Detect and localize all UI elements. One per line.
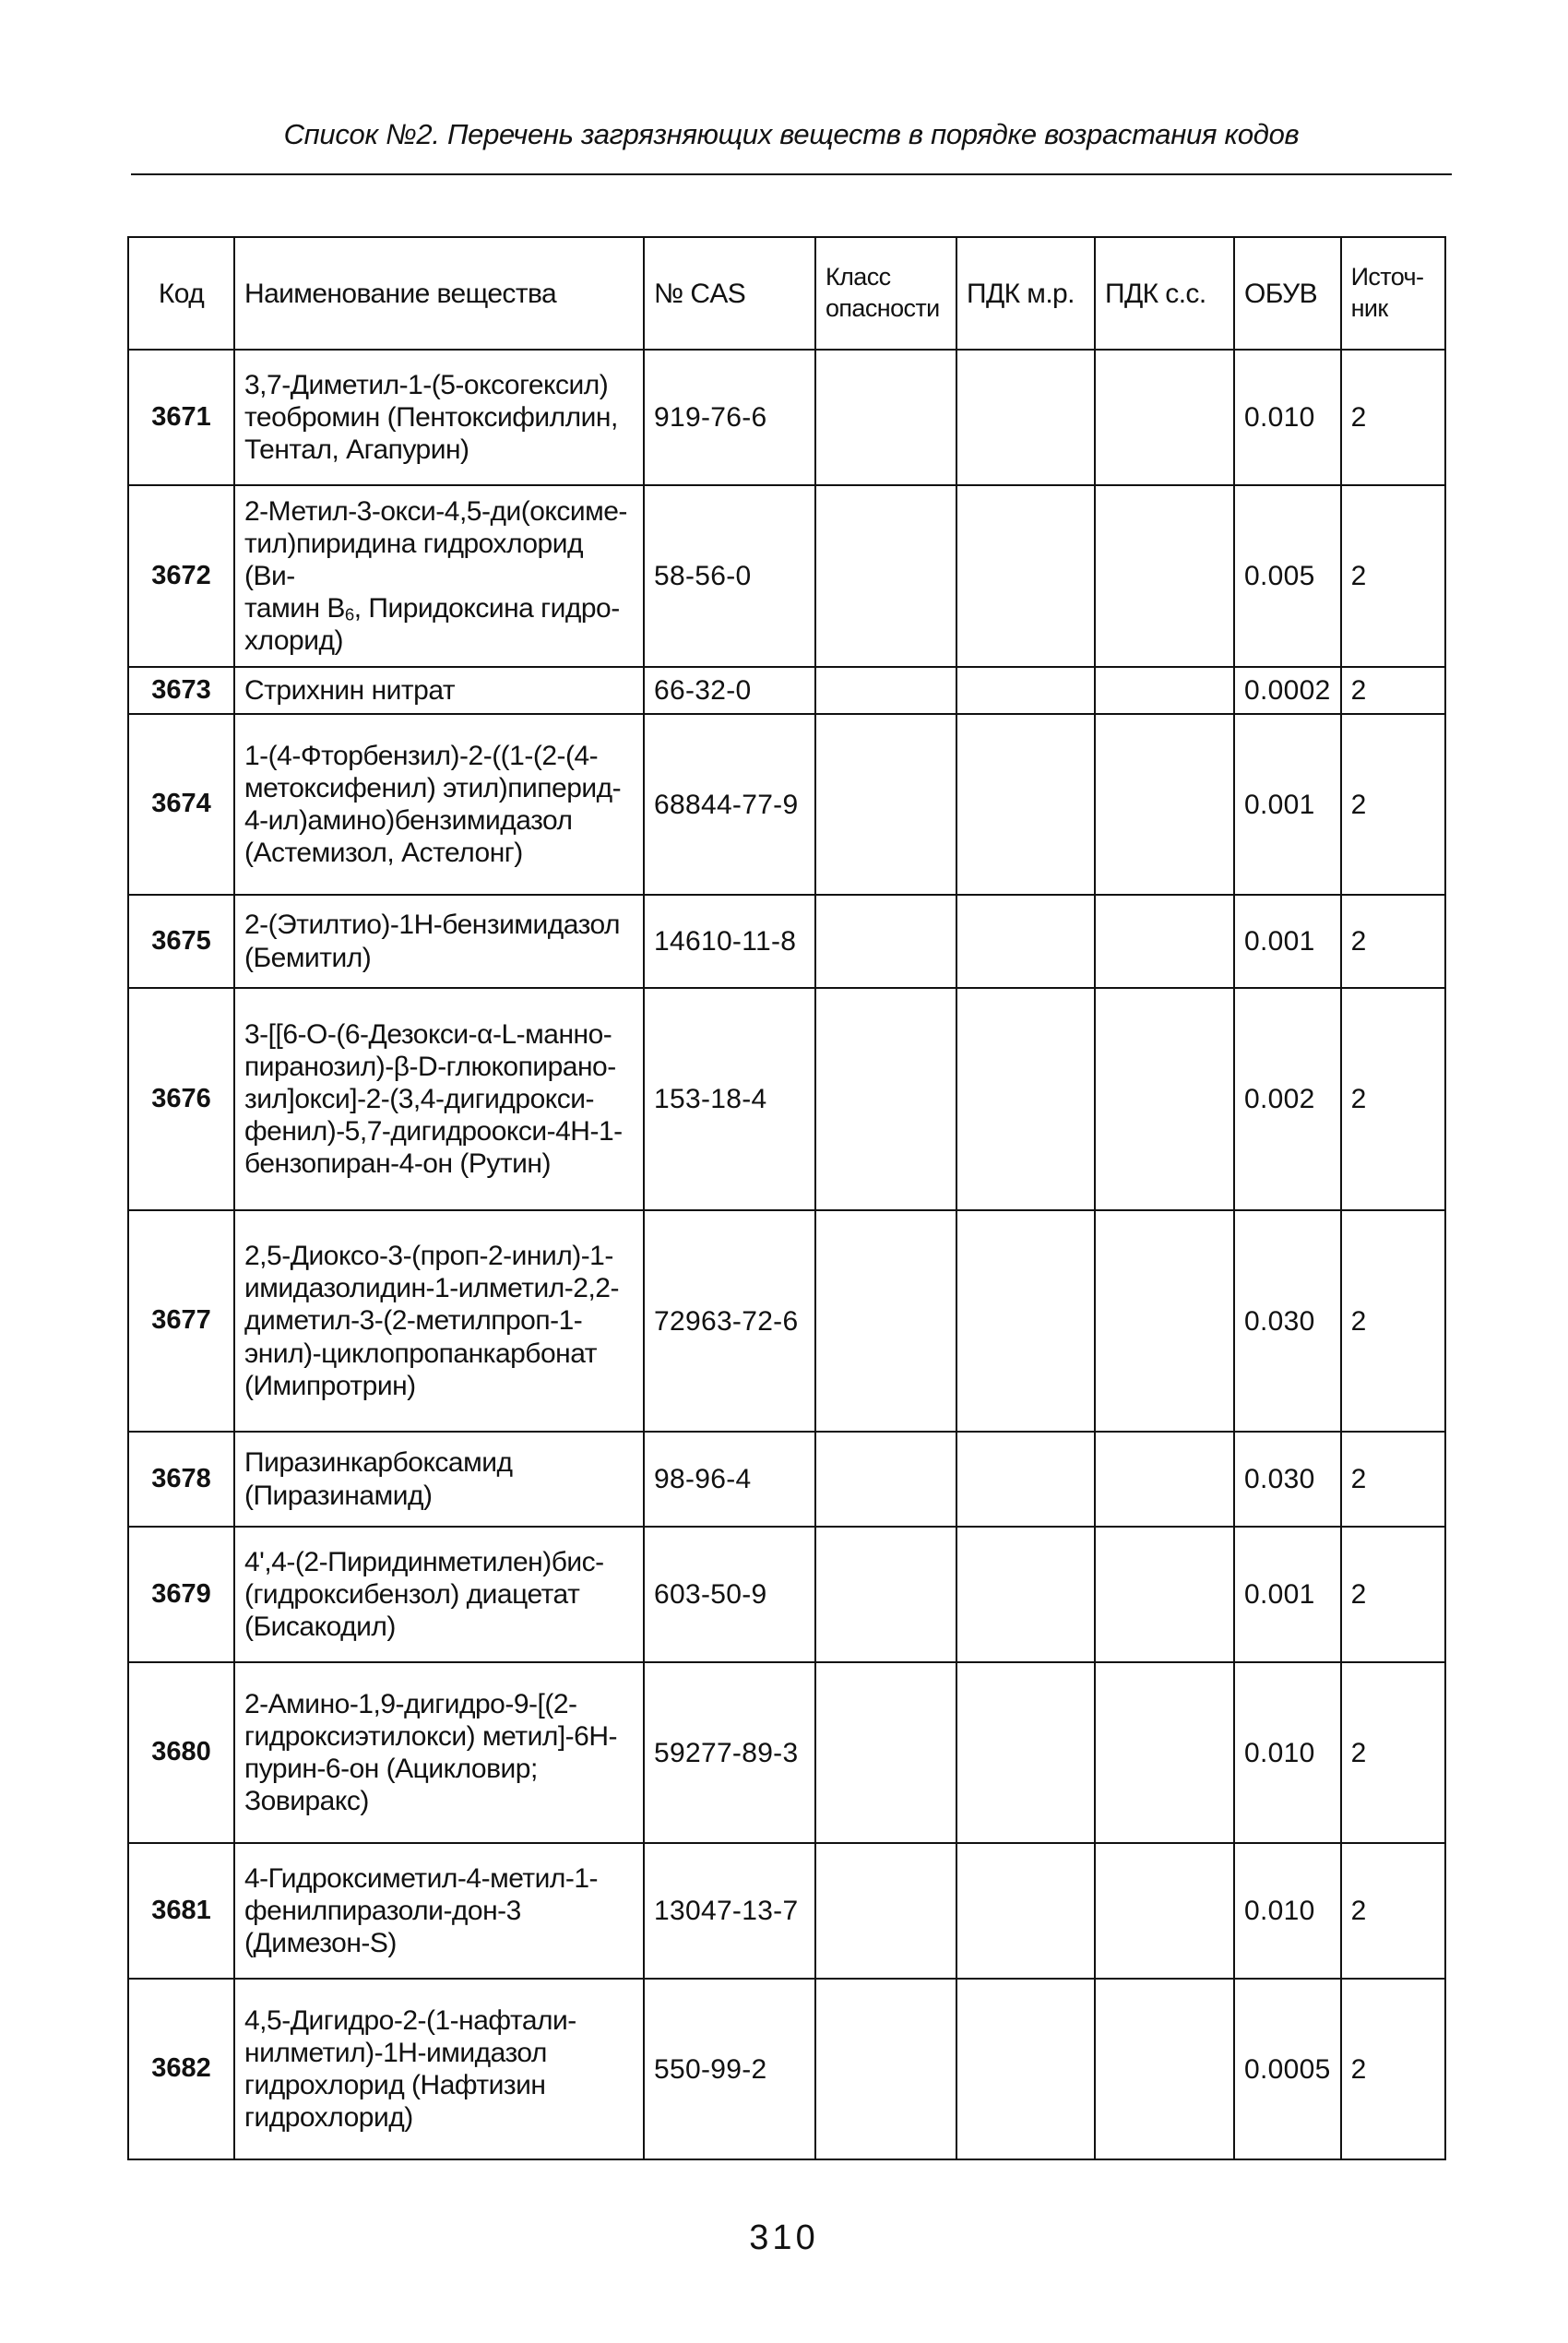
cell-code: 3671 [128, 350, 234, 485]
table-row [128, 1979, 1445, 2159]
substance-name-line: гидрохлорид) [244, 2102, 413, 2134]
cell-pdk-ss [1095, 485, 1234, 667]
table-row [128, 1527, 1445, 1662]
substance-name-line: зил]окси]-2-(3,4-дигидрокси- [244, 1083, 594, 1114]
cell-source: 2 [1341, 988, 1445, 1210]
column-header-pdk-mr: ПДК м.р. [956, 237, 1095, 350]
cell-code: 3682 [128, 1979, 234, 2159]
substance-name-line: Пиразинкарбоксамид [244, 1447, 513, 1479]
cell-obuv: 0.030 [1234, 1432, 1341, 1527]
cell-source: 2 [1341, 1527, 1445, 1662]
cell-code: 3672 [128, 485, 234, 667]
substance-name-line: 2-Метил-3-окси-4,5-ди(оксиме- [244, 495, 627, 527]
substance-name-line: 4-ил)амино)бензимидазол [244, 805, 573, 836]
cell-pdk-mr [956, 714, 1095, 895]
cell-hazard-class [815, 485, 956, 667]
running-header: Список №2. Перечень загрязняющих веществ в порядке возрастания кодов [283, 118, 1300, 150]
table-row [128, 667, 1445, 714]
substance-name-line: 2,5-Диоксо-3-(проп-2-инил)-1- [244, 1241, 613, 1272]
substance-name-line: энил)-циклопропанкарбонат [244, 1338, 598, 1369]
cell-source: 2 [1341, 1432, 1445, 1527]
cell-pdk-ss [1095, 1527, 1234, 1662]
column-header-hazard-class: Класс опасности [815, 237, 956, 350]
cell-cas-number: 72963-72-6 [644, 1210, 815, 1432]
table-row [128, 1210, 1445, 1432]
substance-name-line: 4,5-Дигидро-2-(1-нафтали- [244, 2004, 576, 2036]
table-row [128, 714, 1445, 895]
cell-pdk-mr [956, 1527, 1095, 1662]
cell-pdk-mr [956, 895, 1095, 988]
cell-obuv: 0.001 [1234, 1527, 1341, 1662]
table-row [128, 1662, 1445, 1843]
substance-name-line: 3-[[6-О-(6-Дезокси-α-L-манно- [244, 1018, 612, 1050]
cell-source: 2 [1341, 1979, 1445, 2159]
cell-code: 3681 [128, 1843, 234, 1979]
cell-code: 3679 [128, 1527, 234, 1662]
cell-code: 3675 [128, 895, 234, 988]
substance-name-line: тил)пиридина гидрохлорид (Ви- [244, 528, 583, 591]
cell-source: 2 [1341, 1843, 1445, 1979]
cell-pdk-ss [1095, 667, 1234, 714]
substance-name-line: 3,7-Диметил-1-(5-оксогексил) [244, 369, 609, 400]
cell-pdk-mr [956, 1432, 1095, 1527]
substance-name-line: (Димезон-S) [244, 1928, 397, 1959]
cell-substance-name [234, 350, 644, 485]
substance-name-line: 4',4-(2-Пиридинметилен)бис- [244, 1546, 604, 1577]
column-header-name: Наименование вещества [234, 237, 644, 350]
cell-obuv: 0.010 [1234, 1662, 1341, 1843]
cell-pdk-ss [1095, 1210, 1234, 1432]
cell-code: 3680 [128, 1662, 234, 1843]
cell-pdk-mr [956, 1843, 1095, 1979]
cell-hazard-class [815, 1527, 956, 1662]
cell-obuv: 0.0005 [1234, 1979, 1341, 2159]
cell-cas-number: 66-32-0 [644, 667, 815, 714]
cell-pdk-mr [956, 485, 1095, 667]
table-row [128, 895, 1445, 988]
header-rule [131, 173, 1452, 175]
cell-pdk-ss [1095, 714, 1234, 895]
table-row [128, 350, 1445, 485]
cell-obuv: 0.001 [1234, 714, 1341, 895]
substance-name-line: 1-(4-Фторбензил)-2-((1-(2-(4- [244, 740, 599, 771]
substance-name-line: (Бисакодил) [244, 1612, 396, 1643]
cell-substance-name [234, 667, 644, 714]
cell-hazard-class [815, 350, 956, 485]
cell-pdk-mr [956, 1210, 1095, 1432]
cell-cas-number: 919-76-6 [644, 350, 815, 485]
cell-source: 2 [1341, 350, 1445, 485]
substance-name-line: Зовиракс) [244, 1786, 369, 1817]
cell-substance-name [234, 895, 644, 988]
cell-obuv: 0.0002 [1234, 667, 1341, 714]
substance-name-line: нилметил)-1Н-имидазол [244, 2037, 547, 2068]
cell-substance-name [234, 1527, 644, 1662]
substances-table [127, 236, 1446, 2160]
cell-code: 3673 [128, 667, 234, 714]
cell-substance-name [234, 485, 644, 667]
table-row [128, 1432, 1445, 1527]
substance-name-line: Стрихнин нитрат [244, 674, 456, 706]
cell-code: 3677 [128, 1210, 234, 1432]
substance-name-line: хлорид) [244, 625, 343, 657]
cell-cas-number: 13047-13-7 [644, 1843, 815, 1979]
column-header-cas: № CAS [644, 237, 815, 350]
substance-name-line: тамин $B_6$, Пиридоксина гидро- [244, 593, 620, 624]
substance-name-line: (Бемитил) [244, 942, 372, 973]
substance-name-line: (Имипротрин) [244, 1370, 416, 1401]
substance-name-line: пиранозил)-β-D-глюкопирано- [244, 1051, 616, 1082]
substance-name-line: Тентал, Агапурин) [244, 434, 469, 466]
table-row [128, 485, 1445, 667]
substance-name-line: фенил)-5,7-дигидроокси-4Н-1- [244, 1116, 623, 1148]
substance-name-line: теобромин (Пентоксифиллин, [244, 401, 618, 433]
cell-pdk-ss [1095, 1432, 1234, 1527]
cell-pdk-ss [1095, 895, 1234, 988]
cell-hazard-class [815, 895, 956, 988]
cell-cas-number: 550-99-2 [644, 1979, 815, 2159]
cell-pdk-ss [1095, 1662, 1234, 1843]
cell-hazard-class [815, 1662, 956, 1843]
substance-name-line: (Пиразинамид) [244, 1480, 433, 1511]
table-row [128, 988, 1445, 1210]
table-row [128, 1843, 1445, 1979]
cell-hazard-class [815, 988, 956, 1210]
cell-cas-number: 14610-11-8 [644, 895, 815, 988]
substance-name-line: фенилпиразоли-дон-3 [244, 1895, 521, 1926]
cell-code: 3674 [128, 714, 234, 895]
cell-substance-name [234, 988, 644, 1210]
cell-cas-number: 68844-77-9 [644, 714, 815, 895]
cell-cas-number: 153-18-4 [644, 988, 815, 1210]
column-header-code: Код [128, 237, 234, 350]
substance-name-line: 4-Гидроксиметил-4-метил-1- [244, 1862, 599, 1894]
cell-cas-number: 98-96-4 [644, 1432, 815, 1527]
column-header-source: Источ- ник [1341, 237, 1445, 350]
cell-substance-name [234, 1210, 644, 1432]
cell-cas-number: 58-56-0 [644, 485, 815, 667]
table-body [128, 350, 1445, 2159]
cell-substance-name [234, 1662, 644, 1843]
cell-source: 2 [1341, 1210, 1445, 1432]
substance-name-line: бензопиран-4-он (Рутин) [244, 1148, 551, 1180]
cell-obuv: 0.010 [1234, 350, 1341, 485]
cell-cas-number: 59277-89-3 [644, 1662, 815, 1843]
cell-pdk-mr [956, 667, 1095, 714]
substance-name-line: метоксифенил) этил)пиперид- [244, 772, 622, 803]
cell-source: 2 [1341, 895, 1445, 988]
substance-name-line: (Астемизол, Астелонг) [244, 838, 523, 869]
cell-hazard-class [815, 1843, 956, 1979]
cell-pdk-ss [1095, 988, 1234, 1210]
cell-substance-name [234, 1979, 644, 2159]
column-header-obuv: ОБУВ [1234, 237, 1341, 350]
cell-pdk-mr [956, 1979, 1095, 2159]
cell-pdk-mr [956, 988, 1095, 1210]
substance-name-line: 2-Амино-1,9-дигидро-9-[(2- [244, 1688, 577, 1719]
substance-name-line: диметил-3-(2-метилпроп-1- [244, 1305, 583, 1337]
cell-cas-number: 603-50-9 [644, 1527, 815, 1662]
cell-hazard-class [815, 667, 956, 714]
cell-obuv: 0.002 [1234, 988, 1341, 1210]
cell-pdk-mr [956, 350, 1095, 485]
cell-obuv: 0.030 [1234, 1210, 1341, 1432]
cell-source: 2 [1341, 1662, 1445, 1843]
page-number: 310 [749, 2218, 819, 2257]
cell-substance-name [234, 714, 644, 895]
cell-code: 3678 [128, 1432, 234, 1527]
cell-hazard-class [815, 1979, 956, 2159]
header-row [128, 237, 1445, 350]
cell-obuv: 0.001 [1234, 895, 1341, 988]
cell-source: 2 [1341, 714, 1445, 895]
substance-name-line: гидрохлорид (Нафтизин [244, 2070, 546, 2100]
substance-name-line: (гидроксибензол) диацетат [244, 1578, 580, 1610]
cell-hazard-class [815, 1432, 956, 1527]
column-header-pdk-ss: ПДК с.с. [1095, 237, 1234, 350]
cell-code: 3676 [128, 988, 234, 1210]
cell-hazard-class [815, 1210, 956, 1432]
cell-pdk-ss [1095, 1843, 1234, 1979]
substance-name-line: имидазолидин-1-илметил-2,2- [244, 1273, 619, 1304]
cell-hazard-class [815, 714, 956, 895]
cell-substance-name [234, 1432, 644, 1527]
cell-obuv: 0.010 [1234, 1843, 1341, 1979]
cell-pdk-ss [1095, 1979, 1234, 2159]
substance-name-line: пурин-6-он (Ацикловир; [244, 1754, 538, 1784]
cell-obuv: 0.005 [1234, 485, 1341, 667]
cell-substance-name [234, 1843, 644, 1979]
cell-pdk-ss [1095, 350, 1234, 485]
substance-name-line: 2-(Этилтио)-1Н-бензимидазол [244, 910, 621, 941]
substance-name-line: гидроксиэтилокси) метил]-6Н- [244, 1720, 617, 1752]
cell-source: 2 [1341, 667, 1445, 714]
cell-pdk-mr [956, 1662, 1095, 1843]
cell-source: 2 [1341, 485, 1445, 667]
